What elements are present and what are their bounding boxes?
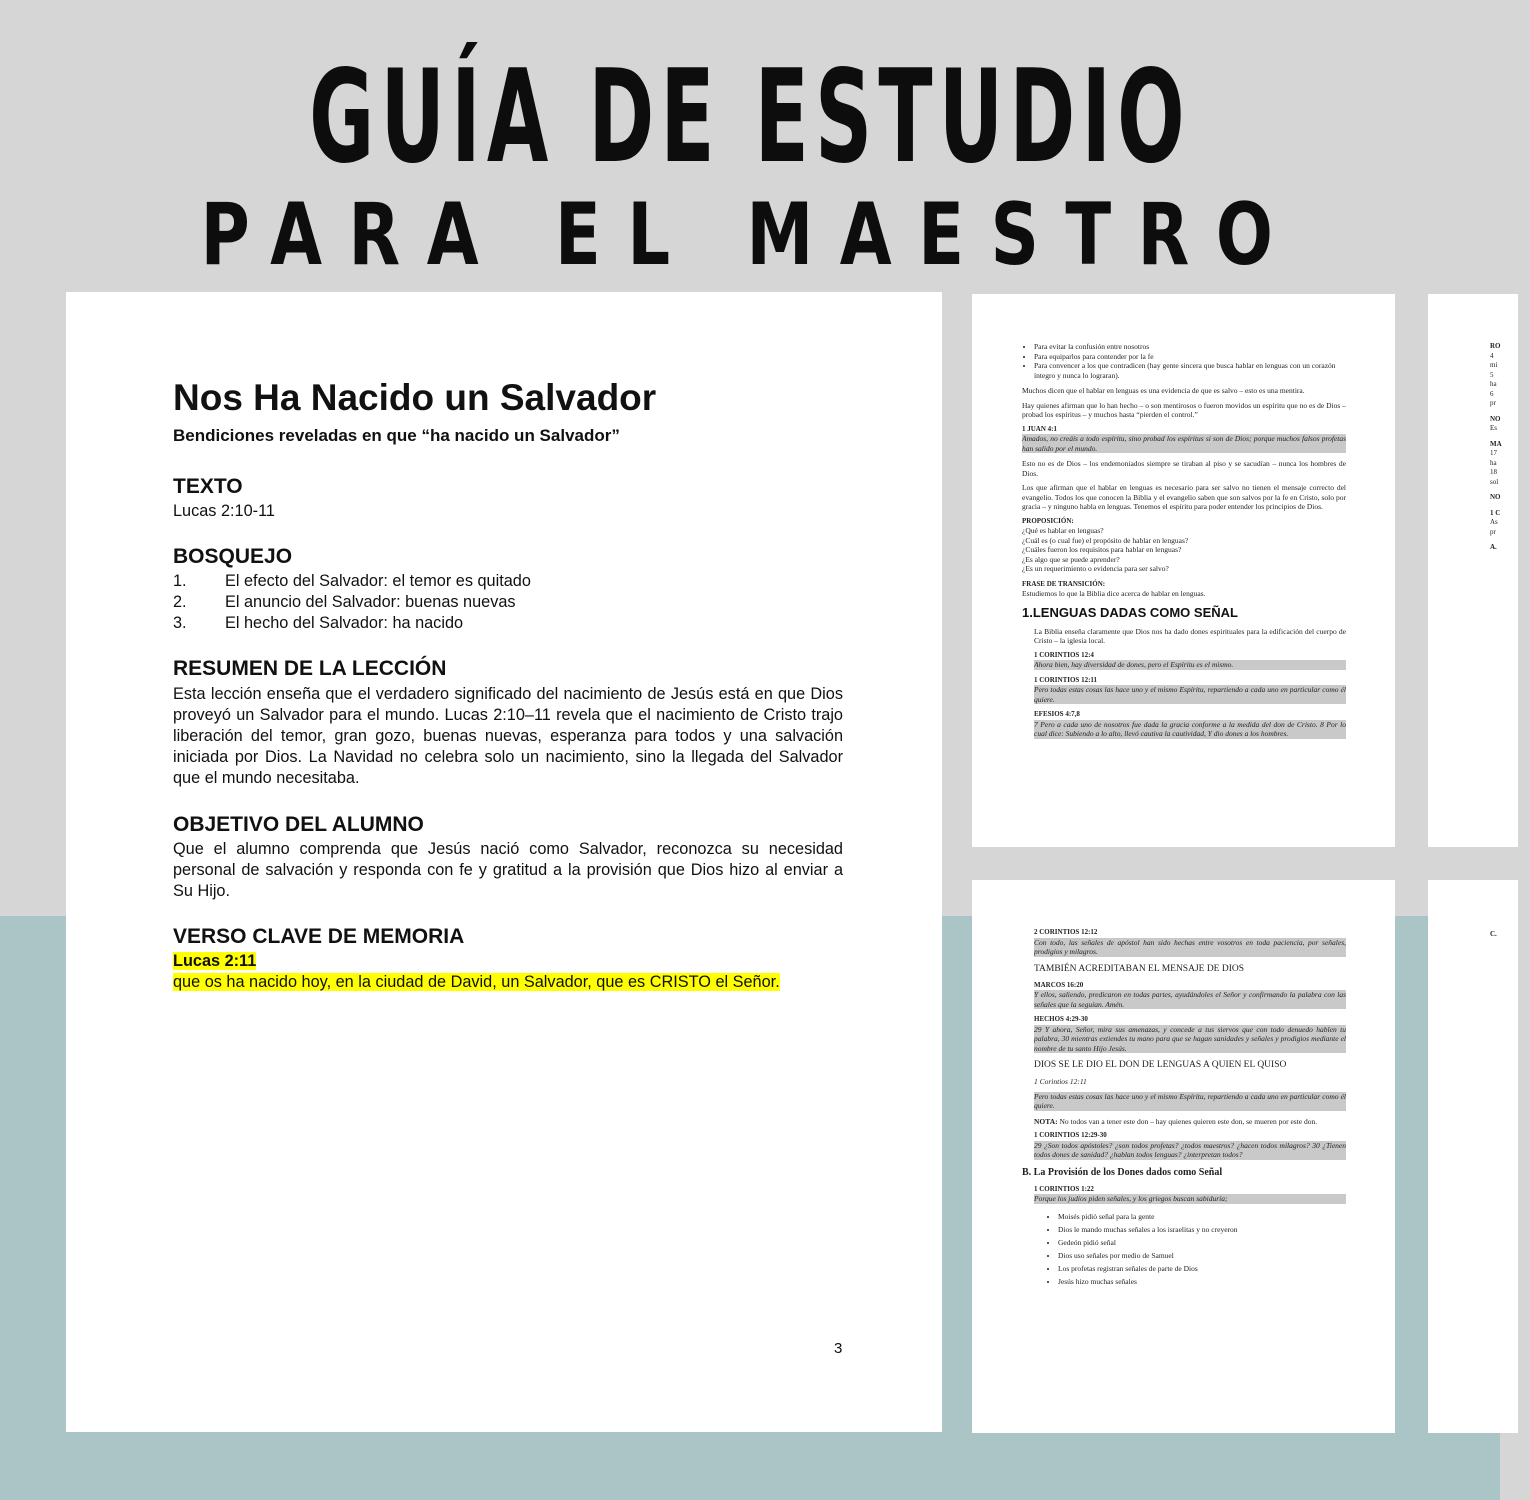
list-item: • Los profetas registran señales de parte de Dios: [1058, 1262, 1346, 1275]
list-item: • Moisés pidió señal para la gente: [1058, 1210, 1346, 1223]
bosquejo-item: 2. El anuncio del Salvador: buenas nuevas: [173, 593, 516, 611]
page-number: 3: [834, 1340, 843, 1357]
transicion-text: Estudiemos lo que la Biblia dice acerca de hablar en lenguas.: [1022, 589, 1206, 598]
text-fragment: NO: [1490, 414, 1501, 423]
list-item: • Para equiparlos para contender por la fe: [1034, 352, 1346, 362]
text-fragment: 6: [1490, 389, 1494, 398]
thumbnail-page-3: [972, 880, 1395, 1433]
text-fragment: 1 C: [1490, 508, 1501, 517]
scripture-quote: 29 ¿Son todos apóstoles? ¿son todos profetas? ¿todos maestros? ¿hacen todos milagros? 30 ¿Tienen todos dones de sanidad? ¿hablan todos lenguas? ¿interpretan todos?: [1034, 1140, 1346, 1159]
scripture-quote: Pero todas estas cosas las hace uno y el mismo Espíritu, repartiendo a cada uno en particular como él quiere.: [1034, 685, 1346, 704]
lesson-title: Nos Ha Nacido un Salvador: [173, 377, 657, 418]
text-fragment: 17: [1490, 449, 1497, 457]
texto-heading: TEXTO: [173, 475, 243, 498]
text-fragment: C.: [1490, 930, 1497, 938]
scripture-quote: Pero todas estas cosas las hace uno y el mismo Espíritu, repartiendo a cada uno en particular como él quiere.: [1034, 1091, 1346, 1110]
list-item: • Para evitar la confusión entre nosotros: [1034, 342, 1346, 352]
scripture-reference: EFESIOS 4:7,8: [1034, 710, 1080, 718]
text-fragment: 5: [1490, 370, 1494, 379]
scripture-quote: Porque los judíos piden señales, y los griegos buscan sabiduría;: [1034, 1194, 1346, 1204]
text-fragment: NO: [1490, 493, 1501, 501]
page3-content: [1022, 928, 1346, 1294]
subheading: DIOS SE LE DIO EL DON DE LENGUAS A QUIEN EL QUISO: [1034, 1060, 1287, 1070]
text-fragment: pr: [1490, 527, 1496, 536]
proposicion-line: ¿Qué es hablar en lenguas?: [1022, 526, 1104, 535]
lesson-subtitle: Bendiciones reveladas en que “ha nacido un Salvador”: [173, 426, 620, 445]
nota-text: No todos van a tener este don – hay quienes quieren este don, se mueren por este don.: [1059, 1116, 1318, 1126]
scripture-quote: 7 Pero a cada uno de nosotros fue dada la gracia conforme a la medida del don de Cristo. 8 Por lo cual dice: Subiendo a lo alto, llevó cautiva la cautividad, Y dio dones a los hombres.: [1034, 719, 1346, 738]
headline-line-2: PARA EL MAESTRO: [200, 185, 1300, 285]
proposicion-lines: [1022, 526, 1346, 574]
scripture-reference: 1 CORINTIOS 1:22: [1034, 1184, 1094, 1193]
transicion-label: FRASE DE TRANSICIÓN:: [1022, 579, 1106, 588]
section-body: [1022, 627, 1346, 739]
text-fragment: 4: [1490, 351, 1494, 360]
paragraph: Hay quienes afirman que lo han hecho – o son mentirosos o fueron movidos un espíritu que no es de Dios – probad los espíritus – y muchos hasta “pierden el control.”: [1022, 400, 1346, 419]
verso-text: que os ha nacido hoy, en la ciudad de David, un Salvador, que es CRISTO el Señor.: [173, 973, 780, 991]
paragraph: Los que afirman que el hablar en lenguas es necesario para ser salvo no tienen el mensaje correcto del evangelio. Todos los que conocen la Biblia y el evangelio saben que son salvos por la fe en Cristo, solo por gracia – y ninguno habla en lenguas. Tenemos el espíritu para poder entender los principios de Dios.: [1022, 483, 1346, 511]
bosquejo-list: [173, 571, 843, 634]
page3-bullets: [1034, 1210, 1346, 1288]
nota-paragraph: [1034, 1117, 1346, 1127]
objetivo-text: Que el alumno comprenda que Jesús nació como Salvador, reconozca su necesidad personal de salvación y responda con fe y gratitud a la provisión que Dios hizo al enviar a Su Hijo.: [173, 840, 843, 900]
text-fragment: RO: [1490, 342, 1501, 350]
page4-fragments: [1490, 342, 1530, 553]
page2-content: [1022, 342, 1346, 745]
list-item: • Jesús hizo muchas señales: [1058, 1275, 1346, 1288]
scripture-reference: HECHOS 4:29-30: [1034, 1015, 1088, 1023]
paragraph: Muchos dicen que el hablar en lenguas es una evidencia de que es salvo – esto es una mentira.: [1022, 386, 1305, 395]
paragraph: Esto no es de Dios – los endemoniados siempre se tiraban al piso y se sacudían – nunca los hombres de Dios.: [1022, 459, 1346, 478]
thumbnail-page-4-cropped: [1428, 294, 1518, 847]
text-fragment: As: [1490, 518, 1498, 526]
scripture-quote: 29 Y ahora, Señor, mira sus amenazas, y concede a tus siervos que con todo denuedo hablen tu palabra, 30 mientras extiendes tu mano para que se hagan sanidades y señales y prodigios mediante el nombre de tu santo Hijo Jesús.: [1034, 1024, 1346, 1053]
scripture-quote: Con todo, las señales de apóstol han sido hechas entre vosotros en toda paciencia, por señales, prodigios y milagros.: [1034, 937, 1346, 956]
scripture-reference: 1 CORINTIOS 12:29-30: [1034, 1131, 1107, 1139]
proposicion-line: ¿Cuáles fueron los requisitos para hablar en lenguas?: [1022, 545, 1182, 554]
thumbnail-page-2: [972, 294, 1395, 847]
scripture-reference: 2 CORINTIOS 12:12: [1034, 928, 1098, 936]
text-fragment: A.: [1490, 543, 1497, 551]
text-fragment: Es: [1490, 424, 1497, 432]
page2-bullets: [1022, 342, 1346, 380]
proposicion-line: ¿Cuál es (o cual fue) el propósito de hablar en lenguas?: [1022, 535, 1189, 545]
verso-heading: VERSO CLAVE DE MEMORIA: [173, 925, 465, 948]
scripture-quote: Ahora bien, hay diversidad de dones, pero el Espíritu es el mismo.: [1034, 660, 1346, 670]
text-fragment: ha: [1490, 458, 1497, 467]
scripture-quote: Y ellos, saliendo, predicaron en todas partes, ayudándoles el Señor y confirmando la palabra con las señales que la seguían. Amén.: [1034, 990, 1346, 1009]
list-item: • Dios uso señales por medio de Samuel: [1058, 1249, 1346, 1262]
scripture-reference: 1 Corintios 12:11: [1034, 1077, 1087, 1086]
paragraph: La Biblia enseña claramente que Dios nos ha dado dones espirituales para la edificación del cuerpo de Cristo – la iglesia local.: [1034, 626, 1346, 645]
text-fragment: sol: [1490, 477, 1499, 486]
verso-reference: Lucas 2:11: [173, 952, 257, 970]
main-document-page: [66, 292, 942, 1432]
proposicion-line: ¿Es un requerimiento o evidencia para ser salvo?: [1022, 564, 1169, 573]
proposicion-label: PROPOSICIÓN:: [1022, 516, 1074, 525]
nota-label: NOTA:: [1034, 1116, 1058, 1126]
subheading: TAMBIÉN ACREDITABAN EL MENSAJE DE DIOS: [1034, 963, 1245, 974]
scripture-reference: 1 CORINTIOS 12:11: [1034, 675, 1098, 684]
text-fragment: 18: [1490, 468, 1497, 476]
resumen-text: Esta lección enseña que el verdadero significado del nacimiento de Jesús está en que Dios proveyó un Salvador para el mundo. Lucas 2:10–11 revela que el nacimiento de Cristo trajo liberación del temor, gran gozo, buenas nuevas, esperanza para todos y una salvación iniciada por Dios. La Navidad no celebra solo un nacimiento, sino la llegada del Salvador que el mundo necesitaba.: [173, 685, 843, 787]
scripture-reference: MARCOS 16:20: [1034, 980, 1084, 989]
proposicion-line: ¿Es algo que se puede aprender?: [1022, 554, 1120, 564]
section-heading: 1.LENGUAS DADAS COMO SEÑAL: [1022, 604, 1238, 620]
list-item: • Dios le mando muchas señales a los israelitas y no creyeron: [1058, 1223, 1346, 1236]
text-fragment: mi: [1490, 361, 1498, 369]
objetivo-heading: OBJETIVO DEL ALUMNO: [173, 813, 424, 836]
scripture-reference: 1 JUAN 4:1: [1022, 424, 1057, 433]
bosquejo-heading: BOSQUEJO: [173, 545, 293, 568]
bosquejo-item: 3. El hecho del Salvador: ha nacido: [173, 614, 464, 632]
section-heading: B. La Provisión de los Dones dados como Señal: [1022, 1166, 1223, 1178]
bosquejo-item: 1. El efecto del Salvador: el temor es quitado: [173, 572, 531, 590]
text-fragment: pr: [1490, 399, 1496, 407]
list-item: • Para convencer a los que contradicen (hay gente sincera que busca hablar en lenguas con un corazón íntegro y nunca lo lograran).: [1034, 361, 1346, 380]
resumen-heading: RESUMEN DE LA LECCIÓN: [173, 657, 447, 680]
texto-value: Lucas 2:10-11: [173, 502, 275, 520]
text-fragment: ha: [1490, 380, 1497, 388]
scripture-reference: 1 CORINTIOS 12:4: [1034, 650, 1094, 659]
text-fragment: MA: [1490, 439, 1502, 448]
verso-block: [173, 951, 843, 993]
headline-line-1: GUÍA DE ESTUDIO: [309, 43, 1191, 192]
thumbnail-page-5-cropped: [1428, 880, 1518, 1433]
list-item: • Gedeón pidió señal: [1058, 1236, 1346, 1249]
scripture-quote: Amados, no creáis a todo espíritu, sino probad los espíritus si son de Dios; porque muchos falsos profetas han salido por el mundo.: [1022, 434, 1346, 453]
